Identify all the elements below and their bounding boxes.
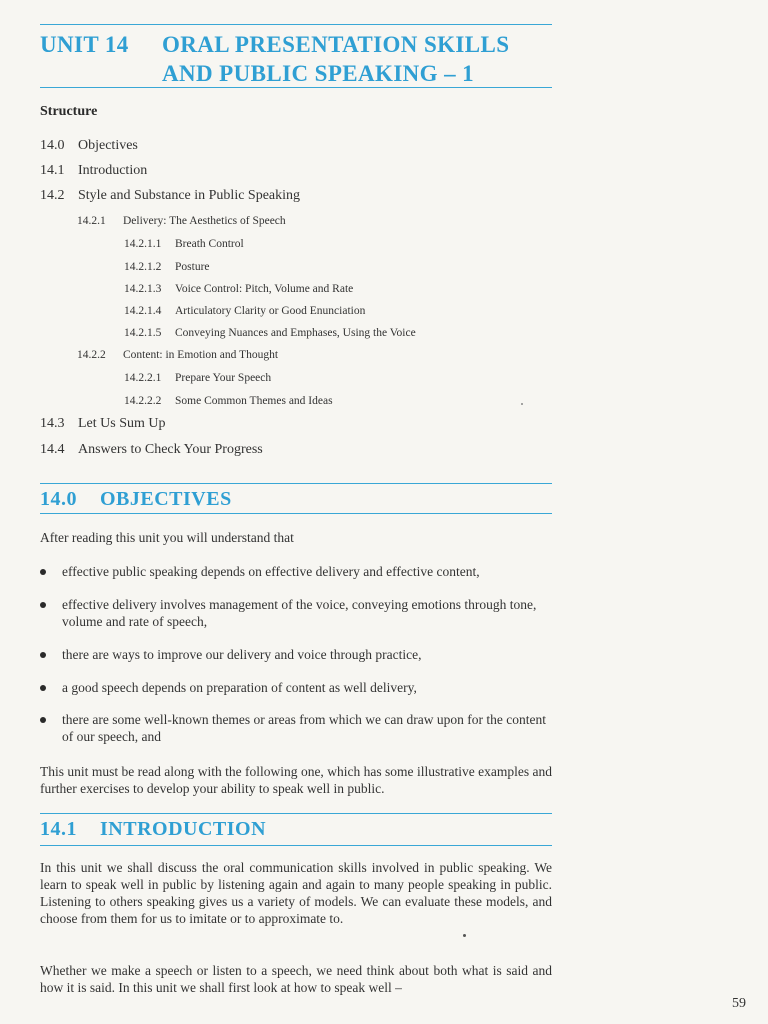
toc-item-text: Objectives	[78, 138, 138, 153]
bullet-icon	[40, 569, 46, 575]
toc-item	[124, 395, 333, 407]
objectives-heading	[40, 488, 232, 511]
toc-item-number: 14.2.1.1	[124, 238, 162, 250]
unit-label: UNIT 14	[40, 32, 129, 57]
bullet-icon	[40, 602, 46, 608]
toc-item	[40, 442, 263, 458]
toc-item	[40, 138, 138, 154]
objectives-rule-bottom	[40, 513, 552, 514]
toc-item-number: 14.2.1.2	[124, 261, 162, 273]
bullet-icon	[40, 685, 46, 691]
toc-item-number: 14.1	[40, 163, 65, 178]
toc-item-number: 14.3	[40, 416, 65, 431]
toc-item	[40, 416, 166, 432]
objectives-closing: This unit must be read along with the following one, which has some illustrative examples and further exercises to develop your ability to speak well in public.	[40, 764, 552, 796]
toc-item	[124, 305, 365, 317]
objectives-intro: After reading this unit you will understand that	[40, 530, 294, 545]
page-number: 59	[732, 996, 746, 1011]
toc-item	[124, 261, 210, 273]
introduction-rule-top	[40, 813, 552, 814]
introduction-paragraph-1: In this unit we shall discuss the oral communication skills involved in public speaking. We learn to speak well in public by listening again and again to many people speaking in public. Listening to others speaking gives us a variety of models. We can evaluate these models, and choose from them for us to imitate or to approximate to.	[40, 860, 552, 926]
introduction-rule-bottom	[40, 845, 552, 846]
toc-item-number: 14.2.1.3	[124, 283, 162, 295]
toc-item-text: Answers to Check Your Progress	[78, 442, 263, 457]
toc-item-text: Breath Control	[175, 238, 244, 250]
toc-item-number: 14.2	[40, 188, 65, 203]
toc-item	[77, 215, 286, 227]
toc-item-text: Introduction	[78, 163, 148, 178]
introduction-heading-number: 14.1	[40, 818, 77, 840]
toc-item-text: Conveying Nuances and Emphases, Using the Voice	[175, 327, 416, 339]
toc-item-number: 14.2.2.2	[124, 395, 162, 407]
objective-bullet-text: a good speech depends on preparation of content as well delivery,	[62, 680, 417, 695]
toc-item-text: Let Us Sum Up	[78, 416, 166, 431]
objective-bullet-text: effective public speaking depends on effective delivery and effective content,	[62, 564, 480, 579]
objectives-heading-text: OBJECTIVES	[100, 488, 232, 510]
title-rule-top	[40, 24, 552, 25]
scan-speck	[521, 403, 523, 405]
toc-item-text: Content: in Emotion and Thought	[123, 349, 279, 361]
unit-title-line2: AND PUBLIC SPEAKING – 1	[162, 61, 475, 86]
toc-item-text: Style and Substance in Public Speaking	[78, 188, 301, 203]
toc-item	[124, 238, 244, 250]
toc-item	[40, 163, 147, 179]
objective-bullet-text: there are ways to improve our delivery and voice through practice,	[62, 647, 422, 662]
toc-item-text: Delivery: The Aesthetics of Speech	[123, 215, 286, 227]
objectives-rule-top	[40, 483, 552, 484]
introduction-heading-text: INTRODUCTION	[100, 818, 267, 840]
toc-item-text: Prepare Your Speech	[175, 372, 272, 384]
objectives-heading-number: 14.0	[40, 488, 77, 510]
toc-item-number: 14.2.1.4	[124, 305, 162, 317]
bullet-icon	[40, 652, 46, 658]
scan-speck	[463, 934, 466, 937]
toc-item	[124, 327, 416, 339]
objective-bullet-text: there are some well-known themes or areas from which we can draw upon for the content of our speech, and	[62, 712, 546, 744]
unit-title	[40, 30, 560, 88]
toc-item-number: 14.2.1	[77, 215, 106, 227]
toc-item-number: 14.0	[40, 138, 65, 153]
introduction-heading	[40, 818, 266, 841]
objective-bullet-text: effective delivery involves management of the voice, conveying emotions through tone, volume and rate of speech,	[62, 597, 537, 629]
toc-item	[124, 283, 353, 295]
introduction-paragraph-2: Whether we make a speech or listen to a speech, we need think about both what is said and how it is said. In this unit we shall first look at how to speak well –	[40, 963, 552, 995]
toc-item-number: 14.2.1.5	[124, 327, 162, 339]
toc-item	[77, 349, 278, 361]
toc-item-text: Articulatory Clarity or Good Enunciation	[175, 305, 366, 317]
unit-title-line1: ORAL PRESENTATION SKILLS	[162, 32, 510, 57]
toc-item-text: Some Common Themes and Ideas	[175, 395, 333, 407]
toc-item-number: 14.4	[40, 442, 65, 457]
structure-heading: Structure	[40, 104, 98, 119]
toc-item-number: 14.2.2	[77, 349, 106, 361]
toc-item-text: Voice Control: Pitch, Volume and Rate	[175, 283, 354, 295]
toc-item-text: Posture	[175, 261, 210, 273]
toc-item	[124, 372, 271, 384]
toc-item-number: 14.2.2.1	[124, 372, 162, 384]
bullet-icon	[40, 717, 46, 723]
title-rule-bottom	[40, 87, 552, 88]
toc-item	[40, 188, 300, 204]
